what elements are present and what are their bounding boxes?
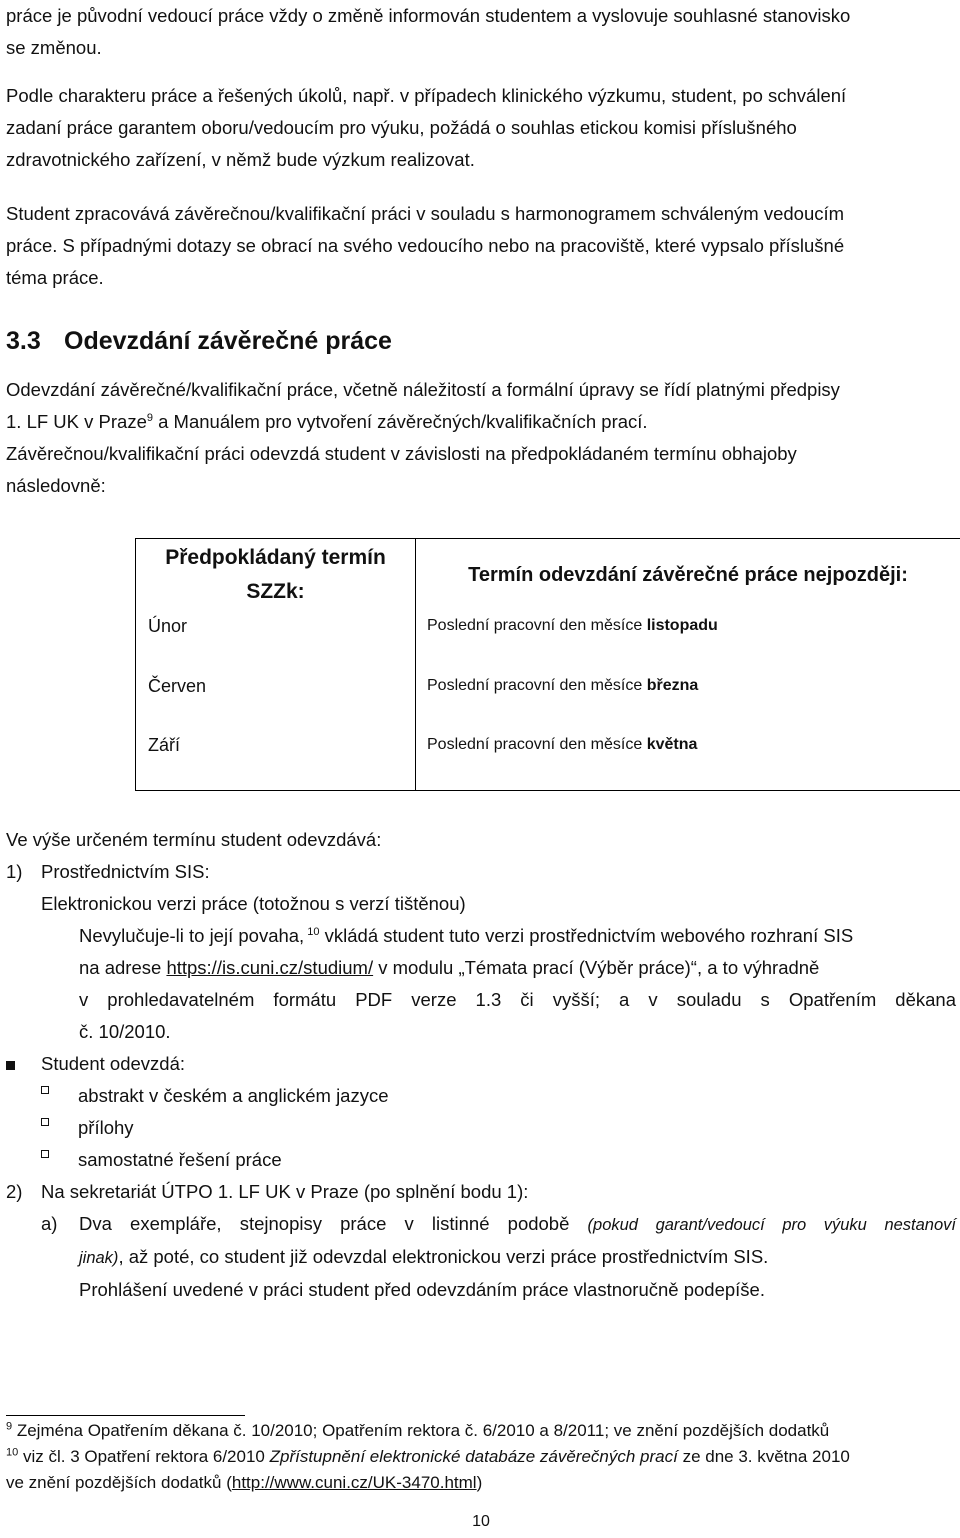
text-line: Podle charakteru práce a řešených úkolů, např. v případech klinického výzkumu, student, po schválení: [6, 85, 847, 106]
table-header-expected-term: Předpokládaný termín SZZk:: [165, 546, 386, 603]
list-subitem: přílohy: [6, 1112, 956, 1144]
footnote-ref-9: 9: [146, 411, 153, 424]
list-item: Student odevzdá:: [6, 1048, 956, 1080]
section-title: Odevzdání závěrečné práce: [64, 327, 392, 355]
square-outline-bullet-icon: [41, 1149, 49, 1170]
text-line: práce je původní vedoucí práce vždy o změně informován studentem a vyslovuje souhlasné stanovisko: [6, 5, 851, 26]
square-outline-bullet-icon: [41, 1085, 49, 1106]
table-cell-term: Únor: [148, 616, 188, 636]
footnote-9: $^9$ Zejména Opatřením děkana č. 10/2010; Opatřením rektora č. 6/2010 a 8/2011; ve znění pozdějších dodatků: [6, 1420, 830, 1440]
paragraph-harmonogram: [6, 198, 956, 294]
list-intro: Ve výše určeném termínu student odevzdává:: [6, 829, 382, 850]
text-line: téma práce.: [6, 267, 104, 288]
paragraph-submission-rules: [6, 374, 956, 502]
text-line: Student zpracovává závěrečnou/kvalifikační práci v souladu s harmonogramem schváleným vedoucím: [6, 203, 845, 224]
deadline-table: [135, 538, 960, 791]
section-number: 3.3: [6, 327, 41, 355]
text-line: zdravotnického zařízení, v němž bude výzkum realizovat.: [6, 149, 475, 170]
paragraph-continuation: [6, 0, 956, 64]
text-line: následovně:: [6, 475, 106, 496]
table-cell-term: Červen: [148, 676, 207, 696]
page-number: 10: [472, 1513, 490, 1530]
list-subitem: Elektronickou verzi práce (totožnou s verzí tištěnou): [41, 893, 466, 914]
list-item: 1) Prostřednictvím SIS:: [6, 861, 210, 882]
table-cell-deadline: Poslední pracovní den měsíce května: [427, 736, 698, 753]
list-subitem: abstrakt v českém a anglickém jazyce: [6, 1080, 956, 1112]
footnote-separator: [6, 1415, 245, 1416]
submission-list: [6, 824, 956, 1306]
list-note: Nevylučuje-li to její povaha, $^{10}$ vkládá student tuto verzi prostřednictvím webového rozhraní SIS na adrese https://is.cuni.cz/studium/ v modulu „Témata prací (Výběr práce)“, a to výhradně v prohledavatelném formátu PDF verze 1.3 či vyšší; a v souladu s Opatřením děkana č. 10/2010.: [79, 925, 956, 1042]
text-line: zadaní práce garantem oboru/vedoucím pro výuku, požádá o souhlas etickou komisi příslušného: [6, 117, 797, 138]
footnote-ref-10: 10: [304, 925, 320, 938]
text-line: Závěrečnou/kvalifikační práci odevzdá student v závislosti na předpokládaném termínu obhajoby: [6, 443, 797, 464]
paragraph-clinical-research: [6, 80, 956, 176]
footnote-10: $^{10}$ viz čl. 3 Opatření rektora 6/2010 Zpřístupnění elektronické databáze závěrečných prací ze dne 3. května 2010: [6, 1446, 850, 1466]
sis-link[interactable]: https://is.cuni.cz/studium/: [166, 957, 374, 978]
square-outline-bullet-icon: [41, 1117, 49, 1138]
table-cell-deadline: Poslední pracovní den měsíce března: [427, 677, 699, 694]
table-cell-deadline: Poslední pracovní den měsíce listopadu: [427, 617, 718, 634]
section-heading: [6, 325, 956, 357]
square-bullet-icon: [6, 1048, 15, 1080]
cuni-link[interactable]: http://www.cuni.cz/UK-3470.html: [231, 1473, 477, 1492]
text-line: práce. S případnými dotazy se obrací na svého vedoucího nebo na pracoviště, které vypsalo příslušné: [6, 235, 845, 256]
text-line: Odevzdání závěrečné/kvalifikační práce, včetně náležitostí a formální úpravy se řídí platnými předpisy: [6, 379, 840, 400]
table-cell-term: Září: [148, 735, 181, 755]
list-item: 2) Na sekretariát ÚTPO 1. LF UK v Praze (po splnění bodu 1):: [6, 1181, 529, 1202]
footnote-10-cont: ve znění pozdějších dodatků (http://www.cuni.cz/UK-3470.html): [6, 1473, 483, 1492]
text-line: se změnou.: [6, 37, 102, 58]
footnotes: [6, 1418, 956, 1496]
list-subitem: samostatné řešení práce: [6, 1144, 956, 1176]
text-line: 1. LF UK v Praze$^9$ a Manuálem pro vytvoření závěrečných/kvalifikačních prací.: [6, 411, 648, 432]
table-header-deadline: Termín odevzdání závěrečné práce nejpozději:: [468, 564, 908, 586]
list-subitem-a: a) Dva exempláře, stejnopisy práce v listinné podobě (pokud garant/vedoucí pro výuku nestanoví jinak), až poté, co student již odevzdal elektronickou verzi práce prostřednictvím SIS. Prohlášení uvedené v práci student před odevzdáním práce vlastnoručně podepíše.: [41, 1213, 956, 1300]
